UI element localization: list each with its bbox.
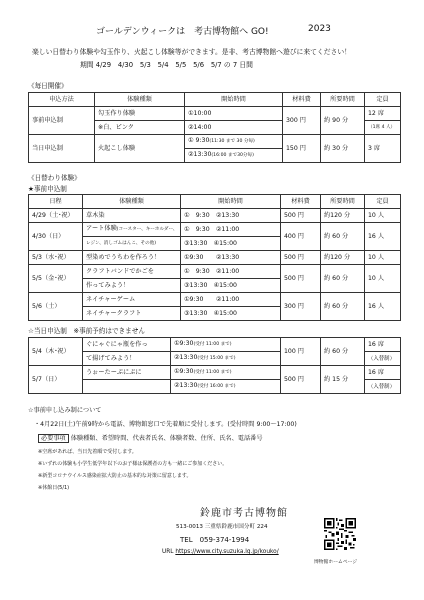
capacity-cell: 10 人 [365,265,401,293]
type-cell: レジン、消しゴムはんこ、その他) [83,237,181,251]
type-cell [83,380,171,394]
duration-cell: 約 15 分 [321,366,365,394]
type-cell: て揚げてみよう！ [83,352,171,366]
type-cell: うぉーたーぷにぷに [83,366,171,380]
fee-cell: 500 円 [281,265,321,293]
duration-cell: 約 30 分 [321,135,365,163]
column-header: 定員 [365,195,401,209]
fee-cell: 500 円 [281,251,321,265]
table-row [29,251,401,265]
time-cell: ③13:30 ④15:00 [181,307,281,321]
column-header: 日程 [29,195,83,209]
duration-cell: 約 60 分 [321,338,365,366]
table-row [29,107,401,121]
qr-code-icon[interactable] [324,518,356,550]
table-row [29,293,401,307]
time-cell: ②14:00 [185,121,283,135]
method-cell: 事前申込制 [29,107,95,135]
capacity-cell: 16 人 [365,223,401,251]
required-text: 体験種類、希望時間、代表者氏名、体験者数、住所、氏名、電話番号 [70,435,263,442]
year-label: 2023 [308,24,331,34]
qr-caption: 博物館ホームページ [314,560,358,565]
fee-cell: 500 円 [281,366,321,394]
daily-table [28,92,401,163]
type-cell: クラフトバンドでかごを [83,265,181,279]
duration-cell: 約 90 分 [321,107,365,135]
time-cell: ①9:30 ②11:00 [181,293,281,307]
time-cell: ①9:30(受付 11:00 まで) [171,366,281,380]
capacity-cell: 3 席 [365,135,401,163]
time-cell: ① 9:30(11:30 まで 30 分毎) [185,135,283,149]
sameday-heading: ☆当日申込制 ※事前予約はできません [28,327,145,335]
capacity-note-cell: （入替制） [365,352,401,366]
fee-cell: 300 円 [283,107,321,135]
museum-name: 鈴鹿市考古博物館 [200,508,288,519]
table-header-row [29,195,401,209]
column-header: 体験種類 [83,195,181,209]
capacity-cell: 12 席 [365,107,401,121]
duration-cell: 約 60 分 [321,223,365,251]
time-cell: ②13:30(受付 16:00 まで) [171,380,281,394]
duration-cell: 約 60 分 [321,265,365,293]
type-cell: ネイチャーゲーム [83,293,181,307]
date-cell: 4/30（日） [29,223,83,251]
notes-line: ・4月22日(土)午前9時から電話、博物館窓口で先着順に受付します。(受付時間 9:00～17:00) [34,421,297,428]
date-cell: 5/4（木･祝） [29,338,83,366]
type-cell: 型染めでうちわを作ろう！ [83,251,181,265]
time-cell: ③13:30 ④15:00 [181,237,281,251]
museum-address: 513-0013 三重県鈴鹿市国分町 224 [176,524,268,530]
fee-cell: 100 円 [281,338,321,366]
time-cell: ③13:30 ④15:00 [181,279,281,293]
museum-phone: TEL 059-374-1994 [180,536,250,544]
fee-cell: 400 円 [281,223,321,251]
time-cell: ②13:30(16:00 まで30分毎) [185,149,283,163]
time-cell: ①9:30(受付 11:00 まで) [171,338,281,352]
column-header: 所要時間 [321,195,365,209]
type-cell: 草木染 [83,209,181,223]
daily-heading: 《毎日開催》 [28,82,68,90]
date-cell: 5/3（水･祝） [29,251,83,265]
rotating-table [28,194,401,321]
type-cell: ネイチャークラフト [83,307,181,321]
rotating-subheading: ★事前申込制 [28,185,67,193]
column-header: 開始時間 [185,93,283,107]
intro-text: 楽しい日替わり体験や勾玉作り、火起こし体験等ができます。是非、考古博物館へ遊びに来てください！ [32,48,351,56]
method-cell: 当日申込制 [29,135,95,163]
column-header: 体験種類 [95,93,185,107]
note-fine: ※空席があれば、当日先着順で受付します。 [38,449,137,455]
required-label: 必要事項 [38,434,69,443]
column-header: 申込方法 [29,93,95,107]
duration-cell: 約120 分 [321,209,365,223]
capacity-cell: 10 人 [365,251,401,265]
rotating-heading: 《日替わり体験》 [28,174,81,182]
time-cell: ① 9:30 ②11:00 [181,223,281,237]
type-cell: 火起こし体験 [95,135,185,163]
capacity-cell: 16 人 [365,293,401,321]
type-cell: ぐにゃぐにゃ瓶を作っ [83,338,171,352]
date-cell: 4/29（土･祝） [29,209,83,223]
time-cell: ① 9:30 ②11:00 [181,265,281,279]
time-cell: ②13:30(受付 15:00 まで) [171,352,281,366]
page-title: ゴールデンウィークは 考古博物館へ GO! [96,27,269,37]
required-line [38,433,263,442]
capacity-note-cell: （入替制） [365,380,401,394]
type-cell: 勾玉作り体験 [95,107,185,121]
time-cell: ①10:00 [185,107,283,121]
fee-cell: 300 円 [281,293,321,321]
type-cell: アート体験(コースター、キーホルダー、 [83,223,181,237]
duration-cell: 約 60 分 [321,293,365,321]
duration-cell: 約120 分 [321,251,365,265]
capacity-cell: 16 席 [365,366,401,380]
table-row [29,209,401,223]
table-row [29,223,401,237]
table-row [29,265,401,279]
fee-cell: 150 円 [283,135,321,163]
museum-url-line [162,549,279,555]
note-fine: ※いずれの体験も小学生低学年以下のお子様は保護者の方も一緒にご参加ください。 [38,461,228,467]
column-header: 所要時間 [321,93,365,107]
date-cell: 5/6（土） [29,293,83,321]
time-cell: ① 9:30 ②13:30 [181,209,281,223]
table-row [29,366,401,380]
note-fine: ※休館日(5/1) [38,485,70,491]
type-cell: 作ってみよう！ [83,279,181,293]
capacity-note-cell: （1席 4 人） [365,121,401,135]
time-cell: ①9:30 ②13:30 [181,251,281,265]
sameday-table [28,337,401,394]
column-header: 材料費 [283,93,321,107]
column-header: 材料費 [281,195,321,209]
period-text: 期間 4/29 4/30 5/3 5/4 5/5 5/6 5/7 の 7 日間 [80,61,253,69]
capacity-cell: 10 人 [365,209,401,223]
date-cell: 5/7（日） [29,366,83,394]
column-header: 定員 [365,93,401,107]
notes-heading: ☆事前申し込み制について [28,407,102,414]
table-row [29,135,401,149]
capacity-cell: 16 席 [365,338,401,352]
column-header: 開始時間 [181,195,281,209]
table-row [29,338,401,352]
museum-url-link[interactable]: https://www.city.suzuka.lg.jp/kouko/ [175,549,279,555]
fee-cell: 500 円 [281,209,321,223]
date-cell: 5/5（金･祝） [29,265,83,293]
table-header-row [29,93,401,107]
url-label: URL [162,549,174,555]
note-fine: ※新型コロナウイルス感染症拡大防止の基本的な対策に留意します。 [38,473,192,479]
type-cell: ※白、ピンク [95,121,185,135]
